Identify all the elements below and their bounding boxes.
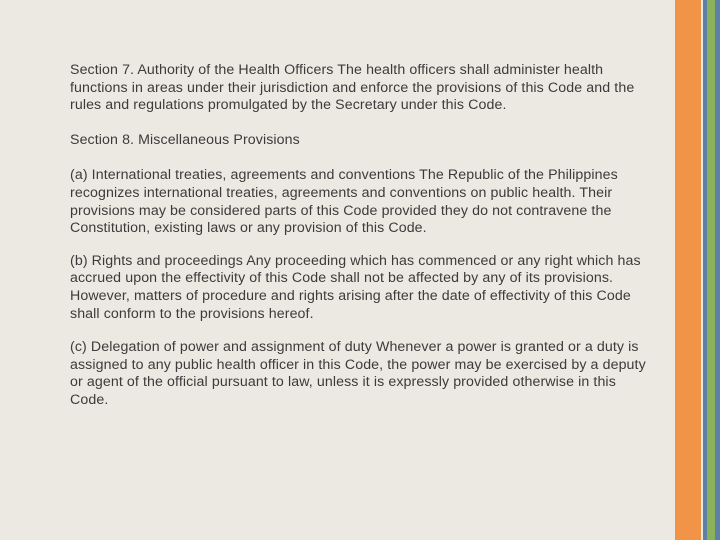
slide-body [70, 62, 646, 410]
section-7-paragraph: Section 7. Authority of the Health Officers The health officers shall administer health functions in areas under their jurisdiction and enforce the provisions of this Code and the rules and regulations promulgated by the Secretary under this Code. [70, 62, 635, 114]
item-b-paragraph: (b) Rights and proceedings Any proceeding which has commenced or any right which has accrued upon the effectivity of this Code shall not be affected by any of its provisions. However, matters of procedure and rights arising after the date of effectivity of this Code shall conform to the provisions hereof. [70, 252, 641, 322]
item-c-paragraph: (c) Delegation of power and assignment of duty Whenever a power is granted or a duty is assigned to any public health officer in this Code, the power may be exercised by a deputy or agent of the official pursuant to law, unless it is expressly provided otherwise in this Code. [70, 339, 646, 408]
item-a-paragraph: (a) International treaties, agreements and conventions The Republic of the Philippines recognizes international treaties, agreements and conventions on public health. Their provisions may be considered parts of this Code provided they do not contravene the Constitution, existing laws or any provision of this Code. [70, 167, 618, 237]
green-stripe [707, 0, 715, 540]
orange-stripe [675, 0, 701, 540]
decorative-side-stripes [675, 0, 720, 540]
blue-stripe-right [715, 0, 720, 540]
section-8-heading: Section 8. Miscellaneous Provisions [70, 131, 300, 148]
